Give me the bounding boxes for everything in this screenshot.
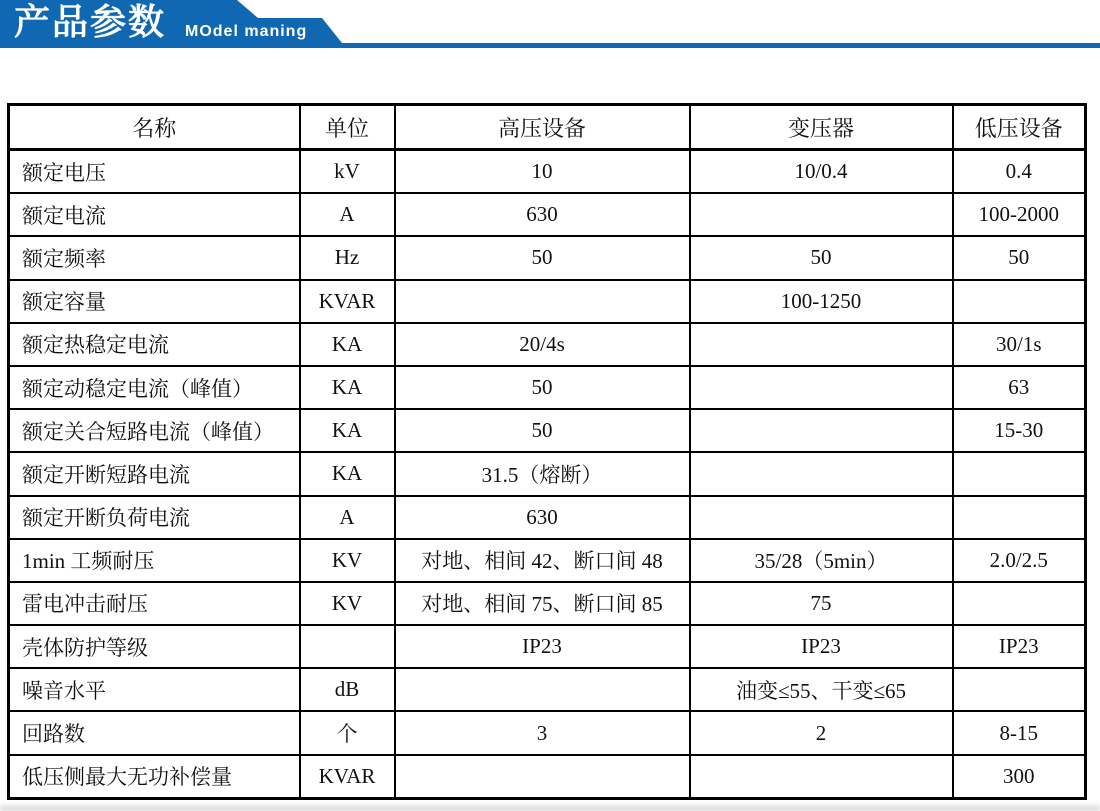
- param-name-cell: 雷电冲击耐压: [9, 582, 300, 625]
- param-value-cell: 3: [395, 711, 690, 754]
- param-name-cell: 噪音水平: [9, 668, 300, 711]
- param-value-cell: 个: [300, 711, 395, 754]
- param-value-cell: 对地、相间 42、断口间 48: [395, 539, 690, 582]
- param-value-cell: 300: [953, 755, 1086, 799]
- param-value-cell: 10/0.4: [690, 150, 953, 194]
- table-row: [9, 452, 1086, 495]
- param-value-cell: 100-1250: [690, 280, 953, 323]
- param-value-cell: KA: [300, 323, 395, 366]
- param-value-cell: [395, 280, 690, 323]
- param-value-cell: IP23: [953, 625, 1086, 668]
- param-value-cell: kV: [300, 150, 395, 194]
- param-name-cell: 额定频率: [9, 236, 300, 279]
- params-table: [7, 103, 1087, 800]
- param-value-cell: [395, 755, 690, 799]
- param-name-cell: 1min 工频耐压: [9, 539, 300, 582]
- param-value-cell: 20/4s: [395, 323, 690, 366]
- table-row: [9, 366, 1086, 409]
- param-value-cell: [953, 452, 1086, 495]
- param-name-cell: 额定开断短路电流: [9, 452, 300, 495]
- table-row: [9, 323, 1086, 366]
- param-value-cell: [690, 323, 953, 366]
- table-row: [9, 539, 1086, 582]
- param-value-cell: [690, 193, 953, 236]
- page-subtitle: MOdel maning: [185, 23, 308, 40]
- param-value-cell: 油变≤55、干变≤65: [690, 668, 953, 711]
- table-row: [9, 280, 1086, 323]
- param-value-cell: A: [300, 496, 395, 539]
- param-value-cell: A: [300, 193, 395, 236]
- param-value-cell: 2: [690, 711, 953, 754]
- param-value-cell: [690, 366, 953, 409]
- table-row: [9, 668, 1086, 711]
- param-value-cell: 630: [395, 496, 690, 539]
- param-value-cell: [690, 452, 953, 495]
- table-row: [9, 582, 1086, 625]
- param-value-cell: 50: [395, 409, 690, 452]
- param-name-cell: 额定电压: [9, 150, 300, 194]
- param-value-cell: KA: [300, 409, 395, 452]
- param-value-cell: 15-30: [953, 409, 1086, 452]
- param-value-cell: 75: [690, 582, 953, 625]
- param-value-cell: [953, 496, 1086, 539]
- param-value-cell: 50: [395, 366, 690, 409]
- param-value-cell: 10: [395, 150, 690, 194]
- param-value-cell: [953, 668, 1086, 711]
- param-value-cell: 2.0/2.5: [953, 539, 1086, 582]
- table-row: [9, 409, 1086, 452]
- param-value-cell: [690, 496, 953, 539]
- table-row: [9, 755, 1086, 799]
- param-name-cell: 低压侧最大无功补偿量: [9, 755, 300, 799]
- table-row: [9, 711, 1086, 754]
- param-value-cell: [690, 409, 953, 452]
- param-name-cell: 额定关合短路电流（峰值）: [9, 409, 300, 452]
- params-table-body: [9, 150, 1086, 799]
- param-value-cell: 63: [953, 366, 1086, 409]
- param-value-cell: 对地、相间 75、断口间 85: [395, 582, 690, 625]
- scan-edge-shadow: [0, 803, 1100, 811]
- param-value-cell: KV: [300, 539, 395, 582]
- param-value-cell: [395, 668, 690, 711]
- param-value-cell: 0.4: [953, 150, 1086, 194]
- param-value-cell: [953, 280, 1086, 323]
- param-name-cell: 额定容量: [9, 280, 300, 323]
- param-name-cell: 壳体防护等级: [9, 625, 300, 668]
- header-cell-4: 低压设备: [953, 105, 1086, 150]
- param-name-cell: 额定开断负荷电流: [9, 496, 300, 539]
- table-row: [9, 496, 1086, 539]
- param-value-cell: KA: [300, 452, 395, 495]
- param-value-cell: dB: [300, 668, 395, 711]
- param-value-cell: 100-2000: [953, 193, 1086, 236]
- header-cell-1: 单位: [300, 105, 395, 150]
- header-cell-2: 高压设备: [395, 105, 690, 150]
- param-value-cell: KA: [300, 366, 395, 409]
- param-name-cell: 额定动稳定电流（峰值）: [9, 366, 300, 409]
- table-row: [9, 150, 1086, 194]
- header-cell-0: 名称: [9, 105, 300, 150]
- param-value-cell: [953, 582, 1086, 625]
- param-value-cell: IP23: [395, 625, 690, 668]
- page-title: 产品参数: [14, 1, 167, 42]
- table-row: [9, 193, 1086, 236]
- param-value-cell: 50: [395, 236, 690, 279]
- param-value-cell: KV: [300, 582, 395, 625]
- param-name-cell: 回路数: [9, 711, 300, 754]
- param-value-cell: [300, 625, 395, 668]
- param-value-cell: 8-15: [953, 711, 1086, 754]
- param-value-cell: 50: [690, 236, 953, 279]
- param-value-cell: 50: [953, 236, 1086, 279]
- header-cell-3: 变压器: [690, 105, 953, 150]
- param-value-cell: 630: [395, 193, 690, 236]
- table-header-row: [9, 105, 1086, 150]
- param-value-cell: 31.5（熔断）: [395, 452, 690, 495]
- param-value-cell: IP23: [690, 625, 953, 668]
- param-value-cell: [690, 755, 953, 799]
- param-value-cell: Hz: [300, 236, 395, 279]
- param-value-cell: KVAR: [300, 280, 395, 323]
- param-name-cell: 额定电流: [9, 193, 300, 236]
- banner: [0, 0, 1100, 48]
- param-value-cell: KVAR: [300, 755, 395, 799]
- param-value-cell: 35/28（5min）: [690, 539, 953, 582]
- table-row: [9, 236, 1086, 279]
- param-value-cell: 30/1s: [953, 323, 1086, 366]
- table-row: [9, 625, 1086, 668]
- param-name-cell: 额定热稳定电流: [9, 323, 300, 366]
